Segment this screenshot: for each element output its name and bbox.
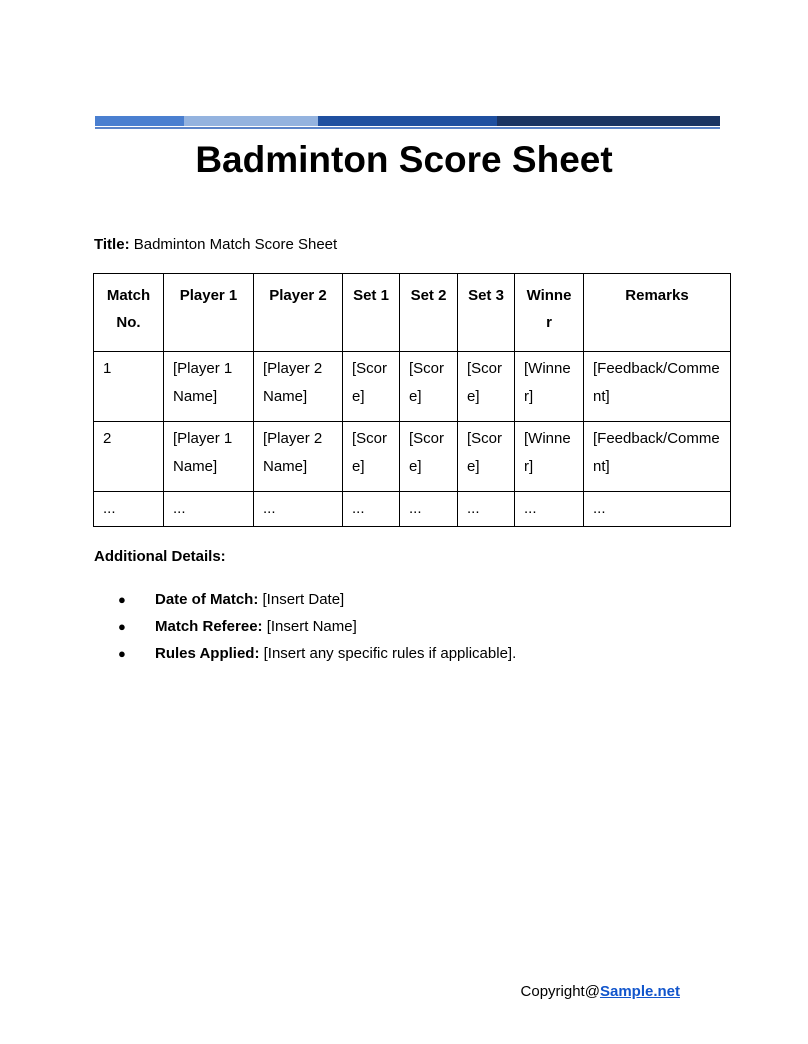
sample-net-link[interactable]: Sample.net — [599, 983, 680, 1000]
cell-remarks: [Feedback/Comment] — [584, 422, 731, 492]
header-player-1: Player 1 — [164, 274, 254, 352]
cell-set-1: [Score] — [343, 422, 400, 492]
header-set-1: Set 1 — [343, 274, 400, 352]
cell-player-1: [Player 1 Name] — [164, 422, 254, 492]
cell-remarks: ... — [584, 492, 731, 527]
cell-set-2: [Score] — [400, 422, 458, 492]
item-value: [Insert any specific rules if applicable]. — [259, 645, 517, 662]
item-value: [Insert Name] — [262, 618, 357, 635]
bar-segment — [184, 116, 318, 126]
header-set-2: Set 2 — [400, 274, 458, 352]
cell-player-2: [Player 2 Name] — [254, 422, 343, 492]
cell-set-2: ... — [400, 492, 458, 527]
list-item — [94, 590, 734, 610]
bullet-icon: ● — [118, 646, 126, 661]
cell-set-3: [Score] — [458, 352, 515, 422]
header-remarks: Remarks — [584, 274, 731, 352]
cell-set-1: [Score] — [343, 352, 400, 422]
footer — [521, 983, 680, 1001]
header-set-3: Set 3 — [458, 274, 515, 352]
cell-player-1: [Player 1 Name] — [164, 352, 254, 422]
cell-player-2: [Player 2 Name] — [254, 352, 343, 422]
doc-subtitle — [94, 234, 337, 256]
bullet-icon: ● — [118, 592, 126, 607]
copyright-text: Copyright@ — [520, 983, 600, 1000]
header-winner: Winner — [515, 274, 584, 352]
cell-winner: [Winner] — [515, 422, 584, 492]
subtitle-text: Badminton Match Score Sheet — [129, 236, 338, 253]
item-label: Rules Applied: — [155, 645, 260, 662]
bar-segment — [497, 116, 720, 126]
cell-set-1: ... — [343, 492, 400, 527]
item-label: Date of Match: — [155, 591, 259, 608]
bar-segments — [95, 116, 720, 126]
cell-winner: [Winner] — [515, 352, 584, 422]
table-row — [94, 492, 731, 527]
table-row — [94, 352, 731, 422]
bar-underline — [95, 127, 720, 129]
header-player-2: Player 2 — [254, 274, 343, 352]
cell-set-3: [Score] — [458, 422, 515, 492]
bullet-icon: ● — [118, 619, 126, 634]
page-title: Badminton Score Sheet — [195, 139, 613, 180]
cell-match-no: 2 — [94, 422, 164, 492]
bar-segment — [318, 116, 497, 126]
table-header-row — [94, 274, 731, 352]
subtitle-label: Title: — [94, 236, 130, 253]
bullet-list — [94, 590, 734, 671]
cell-winner: ... — [515, 492, 584, 527]
cell-match-no: 1 — [94, 352, 164, 422]
list-item — [94, 644, 734, 664]
list-item — [94, 617, 734, 637]
cell-player-1: ... — [164, 492, 254, 527]
item-value: [Insert Date] — [258, 591, 345, 608]
decorative-header-bar — [95, 116, 720, 129]
cell-set-3: ... — [458, 492, 515, 527]
cell-set-2: [Score] — [400, 352, 458, 422]
cell-player-2: ... — [254, 492, 343, 527]
bar-segment — [95, 116, 184, 126]
cell-match-no: ... — [94, 492, 164, 527]
cell-remarks: [Feedback/Comment] — [584, 352, 731, 422]
details-heading: Additional Details: — [94, 548, 226, 565]
item-label: Match Referee: — [155, 618, 263, 635]
table-row — [94, 422, 731, 492]
score-table — [93, 273, 731, 527]
header-match-no: Match No. — [94, 274, 164, 352]
